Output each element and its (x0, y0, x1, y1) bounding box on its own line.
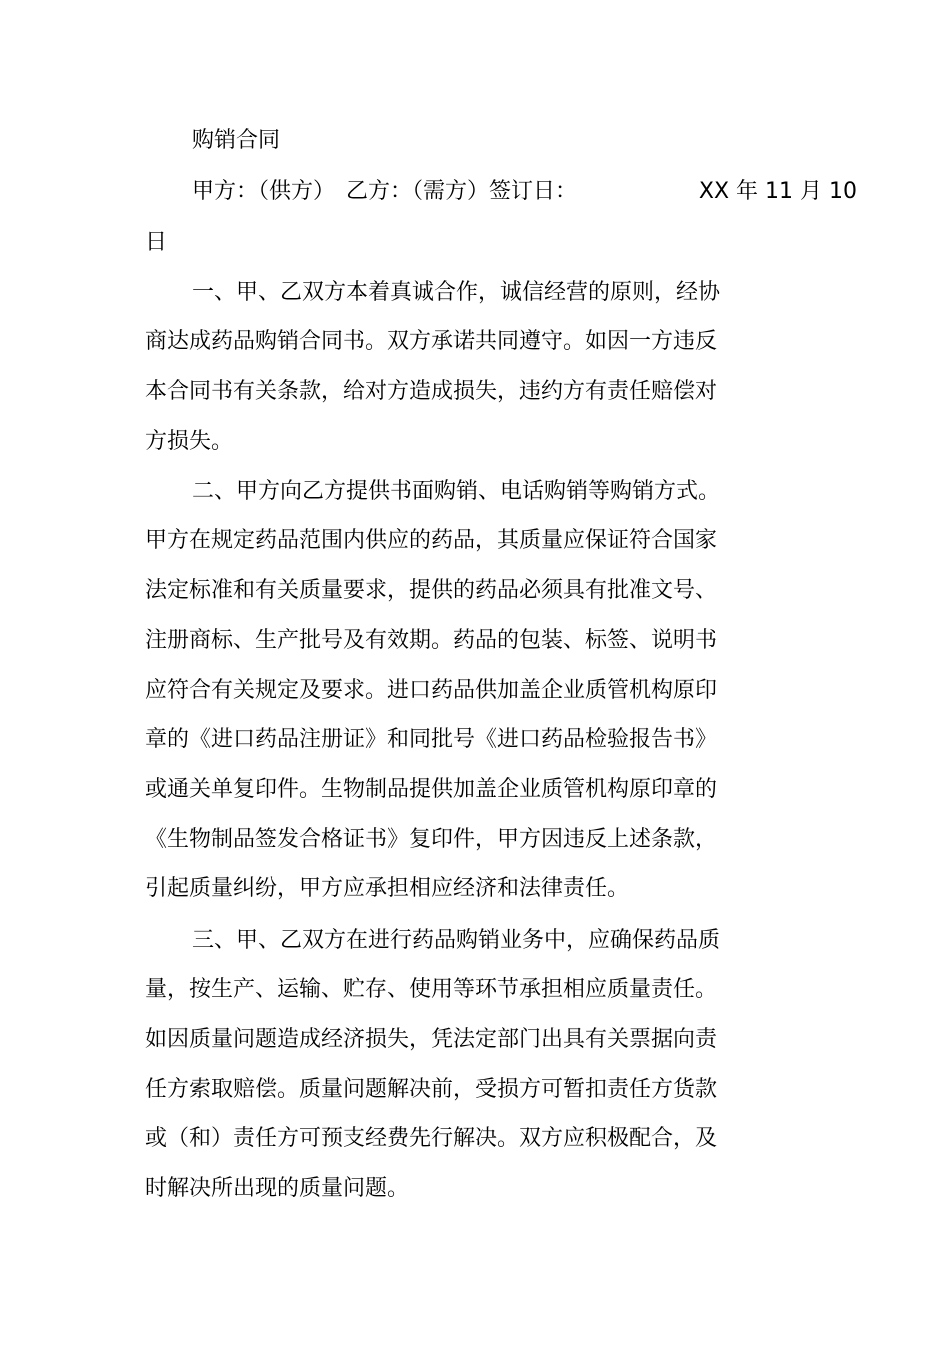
paragraph-2-line-5: 应符合有关规定及要求。进口药品供加盖企业质管机构原印 (145, 678, 718, 703)
signing-date-tail: 日 (145, 230, 168, 255)
paragraph-3-line-2: 量，按生产、运输、贮存、使用等环节承担相应质量责任。 (145, 977, 718, 1002)
paragraph-3-line-6: 时解决所出现的质量问题。 (145, 1176, 410, 1201)
paragraph-3-line-5: 或（和）责任方可预支经费先行解决。双方应积极配合，及 (145, 1126, 718, 1151)
paragraph-3-line-4: 任方索取赔偿。质量问题解决前，受损方可暂扣责任方货款 (145, 1077, 718, 1102)
paragraph-2-line-8: 《生物制品签发合格证书》复印件，甲方因违反上述条款， (145, 827, 718, 852)
paragraph-2-line-1: 二、甲方向乙方提供书面购销、电话购销等购销方式。 (192, 479, 721, 504)
signing-date-text: XX 年 11 月 10 (698, 179, 857, 204)
paragraph-3-line-1: 三、甲、乙双方在进行药品购销业务中，应确保药品质 (192, 928, 721, 953)
paragraph-1-line-2: 商达成药品购销合同书。双方承诺共同遵守。如因一方违反 (145, 329, 718, 354)
paragraph-2-line-2: 甲方在规定药品范围内供应的药品，其质量应保证符合国家 (145, 528, 718, 553)
paragraph-1-line-4: 方损失。 (145, 429, 234, 454)
paragraph-2-line-7: 或通关单复印件。生物制品提供加盖企业质管机构原印章的 (145, 777, 718, 802)
paragraph-1-line-1: 一、甲、乙双方本着真诚合作，诚信经营的原则，经协 (192, 280, 721, 305)
paragraph-2-line-9: 引起质量纠纷，甲方应承担相应经济和法律责任。 (145, 876, 630, 901)
parties-and-date-line (192, 177, 857, 207)
paragraph-2-line-3: 法定标准和有关质量要求，提供的药品必须具有批准文号、 (145, 578, 718, 603)
paragraph-1-line-3: 本合同书有关条款，给对方造成损失，违约方有责任赔偿对 (145, 379, 718, 404)
paragraph-3-line-3: 如因质量问题造成经济损失，凭法定部门出具有关票据向责 (145, 1027, 718, 1052)
paragraph-2-line-4: 注册商标、生产批号及有效期。药品的包装、标签、说明书 (145, 628, 718, 653)
parties-text: 甲方：（供方） 乙方：（需方）签订日： (192, 179, 578, 204)
paragraph-2-line-6: 章的《进口药品注册证》和同批号《进口药品检验报告书》 (145, 727, 718, 752)
document-title: 购销合同 (192, 128, 281, 153)
